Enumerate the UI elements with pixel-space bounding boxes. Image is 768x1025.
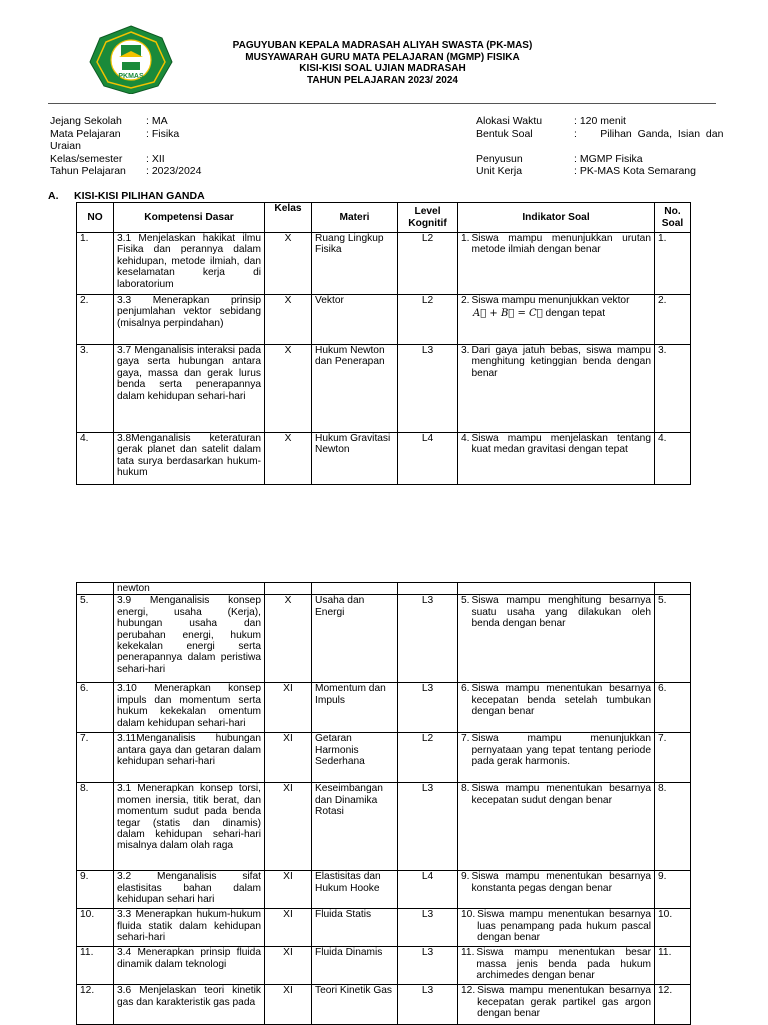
table-row: 10. 3.3 Menerapkan hukum-hukum fluida statik dalam kehidupan sehari-hari XI Fluida Statis L3 10. Siswa mampu menentukan besarnya luas penampang pada hukum pascal dengan benar 10. [77,909,691,947]
table-row: 3. 3.7 Menganalisis interaksi pada gaya serta hubungan antara gaya, massa dan gerak lurus benda serta penerapannya dalam kehidupan sehari-hari X Hukum Newton dan Penerapan L3 3. Dari gaya jatuh bebas, siswa mampu menghitung ketinggian benda dengan benar 3. [77,345,691,433]
section-title: A. KISI-KISI PILIHAN GANDA [48,190,205,202]
info-row: Bentuk Soal : Pilihan Ganda, Isian dan [476,127,724,140]
header-line-2: MUSYAWARAH GURU MATA PELAJARAN (MGMP) FISIKA [245,51,520,63]
svg-text:PKMAS: PKMAS [118,73,144,80]
table-row: 5. 3.9 Menganalisis konsep energi, usaha (Kerja), hubungan usaha dan perubahan energi, hukum kekekalan energi serta penerapannya dalam peristiwa sehari-hari X Usaha dan Energi L3 5. Siswa mampu menghitung besarnya suatu usaha yang dilakukan oleh benda dengan benar 5. [77,595,691,683]
kisi-table-page-2 [76,582,691,1025]
table-header-row [77,203,691,233]
col-header-soal: No. Soal [655,203,691,233]
table-row: 4. 3.8Menganalisis keteraturan gerak planet dan satelit dalam tata surya berdasarkan hukum-hukum X Hukum Gravitasi Newton L4 4. Siswa mampu menjelaskan tentang kuat medan gravitasi dengan tepat 4. [77,433,691,485]
info-left [50,115,350,178]
col-header-indikator: Indikator Soal [458,203,655,233]
col-header-level: Level Kognitif [398,203,458,233]
vector-equation: A⃗ + B⃗ = C⃗ [473,308,543,320]
table-row: 11. 3.4 Menerapkan prinsip fluida dinamik dalam teknologi XI Fluida Dinamis L3 11. Siswa mampu menentukan besar massa jenis benda pada hukum archimedes dengan benar 11. [77,947,691,985]
col-header-no: NO [77,203,114,233]
table-row: 2. 3.3 Menerapkan prinsip penjumlahan vektor sebidang (misalnya perpindahan) X Vektor L2 2. Siswa mampu menunjukkan vektor A⃗ + B⃗ = C⃗ dengan tepat 2. [77,295,691,345]
header-line-3: KISI-KISI SOAL UJIAN MADRASAH [299,63,466,74]
table-row: 6. 3.10 Menerapkan konsep impuls dan momentum serta hukum kekekalan omentum dalam kehidupan sehari-hari XI Momentum dan Impuls L3 6. Siswa mampu menentukan besarnya kecepatan benda setelah tumbukan dengan benar 6. [77,683,691,733]
info-row: Tahun Pelajaran : 2023/2024 [50,165,202,177]
info-row: Jejang Sekolah : MA [50,115,168,127]
info-row: Uraian [50,140,81,152]
info-row [476,140,746,153]
col-header-materi: Materi [312,203,398,233]
info-row: Unit Kerja : PK-MAS Kota Semarang [476,165,696,177]
header-divider [48,103,716,104]
header-line-1: PAGUYUBAN KEPALA MADRASAH ALIYAH SWASTA (PK-MAS) [232,40,533,51]
info-row: Mata Pelajaran : Fisika [50,127,180,140]
info-row: Penyusun : MGMP Fisika [476,152,643,165]
kisi-table-page-1 [76,202,691,485]
table-row: 1. 3.1 Menjelaskan hakikat ilmu Fisika dan perannya dalam kehidupan, metode ilmiah, dan keselamatan kerja di laboratorium X Ruang Lingkup Fisika L2 1. Siswa mampu menunjukkan urutan metode ilmiah dengan benar 1. [77,233,691,295]
table-row: 9. 3.2 Menganalisis sifat elastisitas bahan dalam kehidupan sehari hari XI Elastisitas dan Hukum Hooke L4 9. Siswa mampu menentukan besarnya konstanta pegas dengan benar 9. [77,871,691,909]
info-row: Alokasi Waktu : 120 menit [476,115,626,127]
col-header-kd: Kompetensi Dasar [114,203,265,233]
table-row-continued: newton [77,583,691,595]
table-row: 7. 3.11Menganalisis hubungan antara gaya dan getaran dalam kehidupan sehari-hari XI Getaran Harmonis Sederhana L2 7. Siswa mampu menunjukkan pernyataan yang tepat tentang periode pada gerak harmonis. 7. [77,733,691,783]
header-line-4: TAHUN PELAJARAN 2023/ 2024 [307,74,458,86]
document-header [160,40,605,86]
info-row: Kelas/semester : XII [50,152,165,165]
table-row: 12. 3.6 Menjelaskan teori kinetik gas dan karakteristik gas pada XI Teori Kinetik Gas L3 12. Siswa mampu menentukan besarnya kecepatan gerak partikel gas argon dengan benar 12. [77,985,691,1025]
table-row: 8. 3.1 Menerapkan konsep torsi, momen inersia, titik berat, dan momentum sudut pada benda tegar (statis dan dinamis) dalam kehidupan sehari-hari misalnya dalam olah raga XI Keseimbangan dan Dinamika Rotasi L3 8. Siswa mampu menentukan besarnya kecepatan sudut dengan benar 8. [77,783,691,871]
col-header-kelas: Kelas [265,203,312,233]
info-right [476,115,746,178]
